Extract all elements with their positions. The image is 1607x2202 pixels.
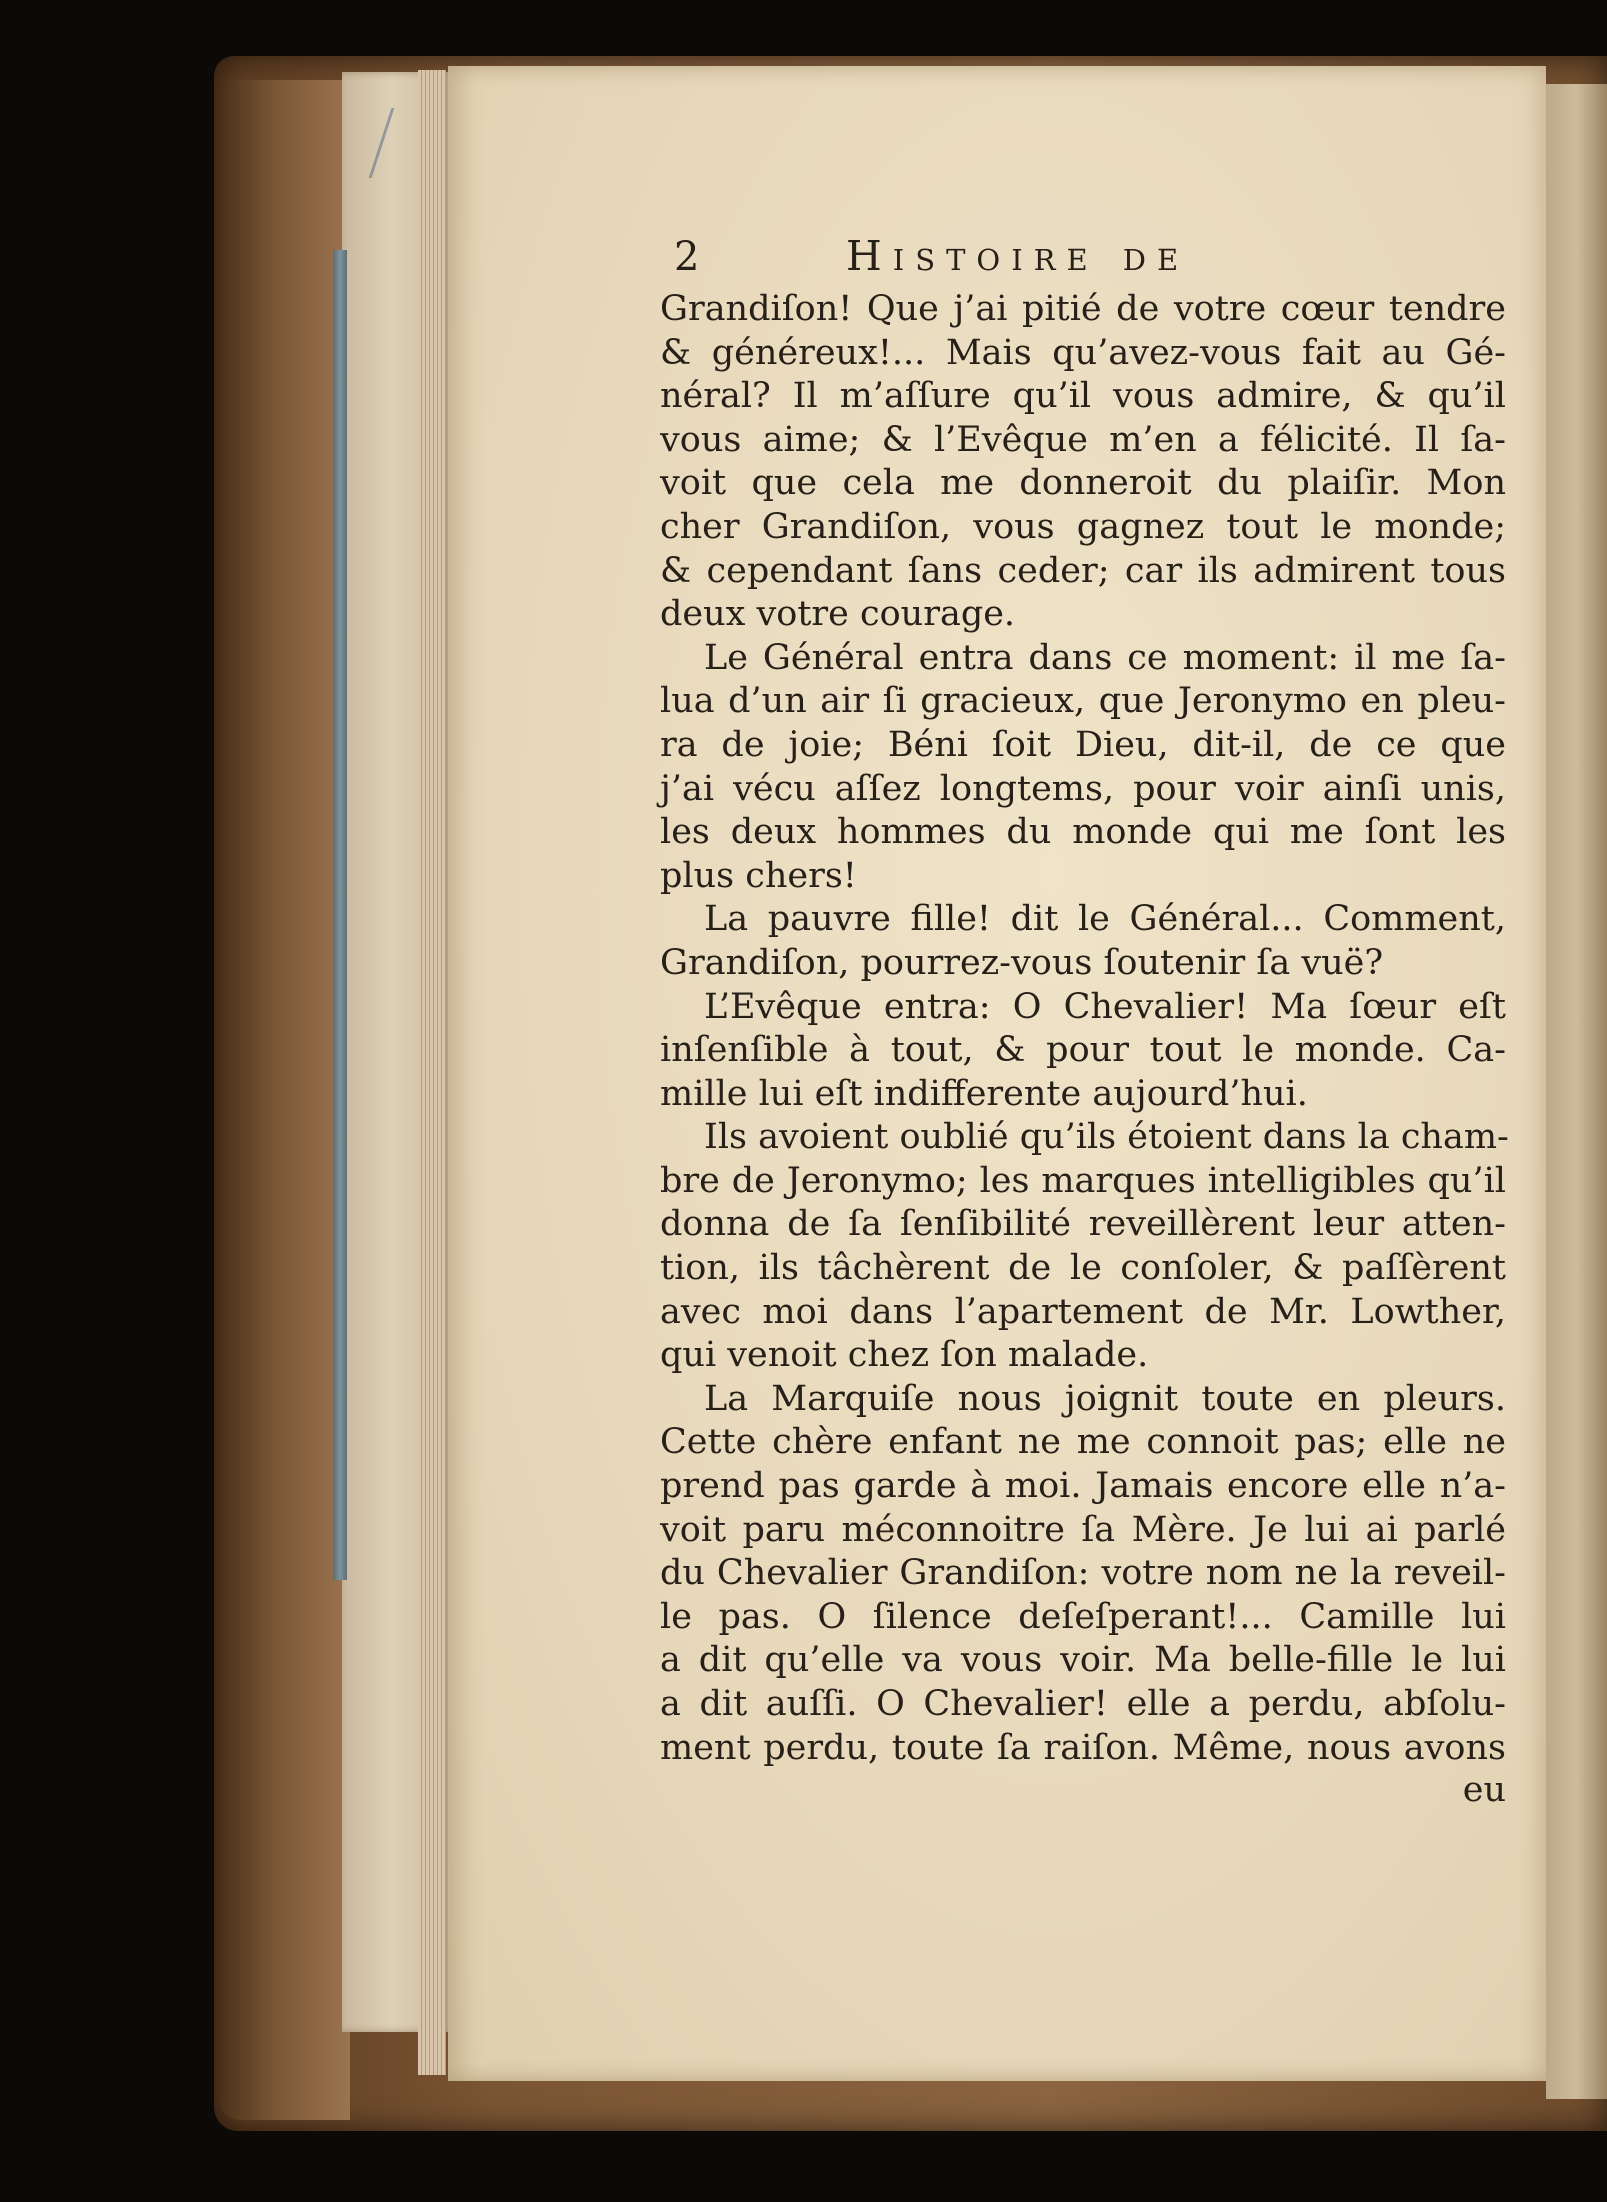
text-line: bre de Jeronymo; les marques intelligibles qu’il [660, 1160, 1506, 1201]
text-line: du Chevalier Grandiſon: votre nom ne la reveil- [660, 1553, 1506, 1594]
text-line: ment perdu, toute ſa raiſon. Même, nous avons [660, 1727, 1506, 1768]
text-line: & généreux!... Mais qu’avez-vous fait au Gé- [660, 332, 1506, 373]
text-line: deux votre courage. [660, 594, 1016, 635]
text-line: La Marquiſe nous joignit toute en pleurs. [704, 1378, 1506, 1419]
text-line: Grandiſon, pourrez-vous ſoutenir ſa vuë? [660, 942, 1384, 983]
facing-page-edge [1546, 84, 1607, 2099]
text-line: La pauvre fille! dit le Général... Comment, [704, 899, 1506, 940]
text-line: ra de joie; Béni ſoit Dieu, dit-il, de ce que [660, 724, 1506, 765]
text-line: & cependant ſans ceder; car ils admirent tous [660, 550, 1506, 591]
text-line: prend pas garde à moi. Jamais encore elle n’a- [660, 1466, 1506, 1507]
text-line: Grandiſon! Que j’ai pitié de votre cœur tendre [660, 289, 1506, 329]
text-line: qui venoit chez ſon malade. [660, 1335, 1149, 1376]
page-stack-edges [418, 70, 446, 2075]
text-line: cher Grandiſon, vous gagnez tout le monde; [660, 506, 1506, 547]
text-line: a dit auſſi. O Chevalier! elle a perdu, abſolu- [660, 1684, 1506, 1724]
text-line: avec moi dans l’apartement de Mr. Lowther, [660, 1291, 1506, 1332]
text-line: plus chers! [660, 855, 857, 896]
running-head: Histoire de [846, 232, 1190, 280]
text-line: mille lui eſt indifferente aujourd’hui. [660, 1073, 1308, 1114]
text-line: Ils avoient oublié qu’ils étoient dans la cham- [704, 1117, 1509, 1158]
board-edge [333, 250, 347, 1580]
text-line: vous aime; & l’Evêque m’en a félicité. Il ſa- [660, 419, 1506, 460]
text-line: néral? Il m’aſſure qu’il vous admire, & qu’il [660, 376, 1506, 417]
text-line: voit que cela me donneroit du plaiſir. Mon [660, 463, 1506, 504]
text-line: a dit qu’elle va vous voir. Ma belle-fille le lui [660, 1640, 1506, 1681]
text-line: les deux hommes du monde qui me ſont les [660, 812, 1506, 853]
text-line: j’ai vécu aſſez longtems, pour voir ainſi unis, [660, 768, 1506, 809]
text-block [660, 228, 1509, 1811]
cover-turn-in [220, 80, 350, 2120]
text-line: le pas. O ſilence deſeſperant!... Camille lui [660, 1596, 1506, 1637]
text-line: tion, ils tâchèrent de le conſoler, & paſſèrent [660, 1248, 1506, 1289]
catchword: eu [1462, 1770, 1506, 1811]
text-line: voit paru méconnoitre ſa Mère. Je lui ai parlé [660, 1509, 1506, 1550]
text-line: inſenſible à tout, & pour tout le monde. Ca- [660, 1030, 1506, 1071]
text-line: lua d’un air ſi gracieux, que Jeronymo en pleu- [660, 681, 1506, 722]
text-line: Le Général entra dans ce moment: il me ſa- [704, 637, 1506, 678]
body-text [660, 288, 1509, 1770]
page-number: 2 [674, 234, 700, 280]
text-line: Cette chère enfant ne me connoit pas; elle ne [660, 1422, 1506, 1463]
text-line: donna de ſa ſenſibilité reveillèrent leur atten- [660, 1204, 1506, 1245]
text-line: L’Evêque entra: O Chevalier! Ma ſœur eſt [704, 986, 1506, 1027]
page-header [660, 228, 1506, 288]
